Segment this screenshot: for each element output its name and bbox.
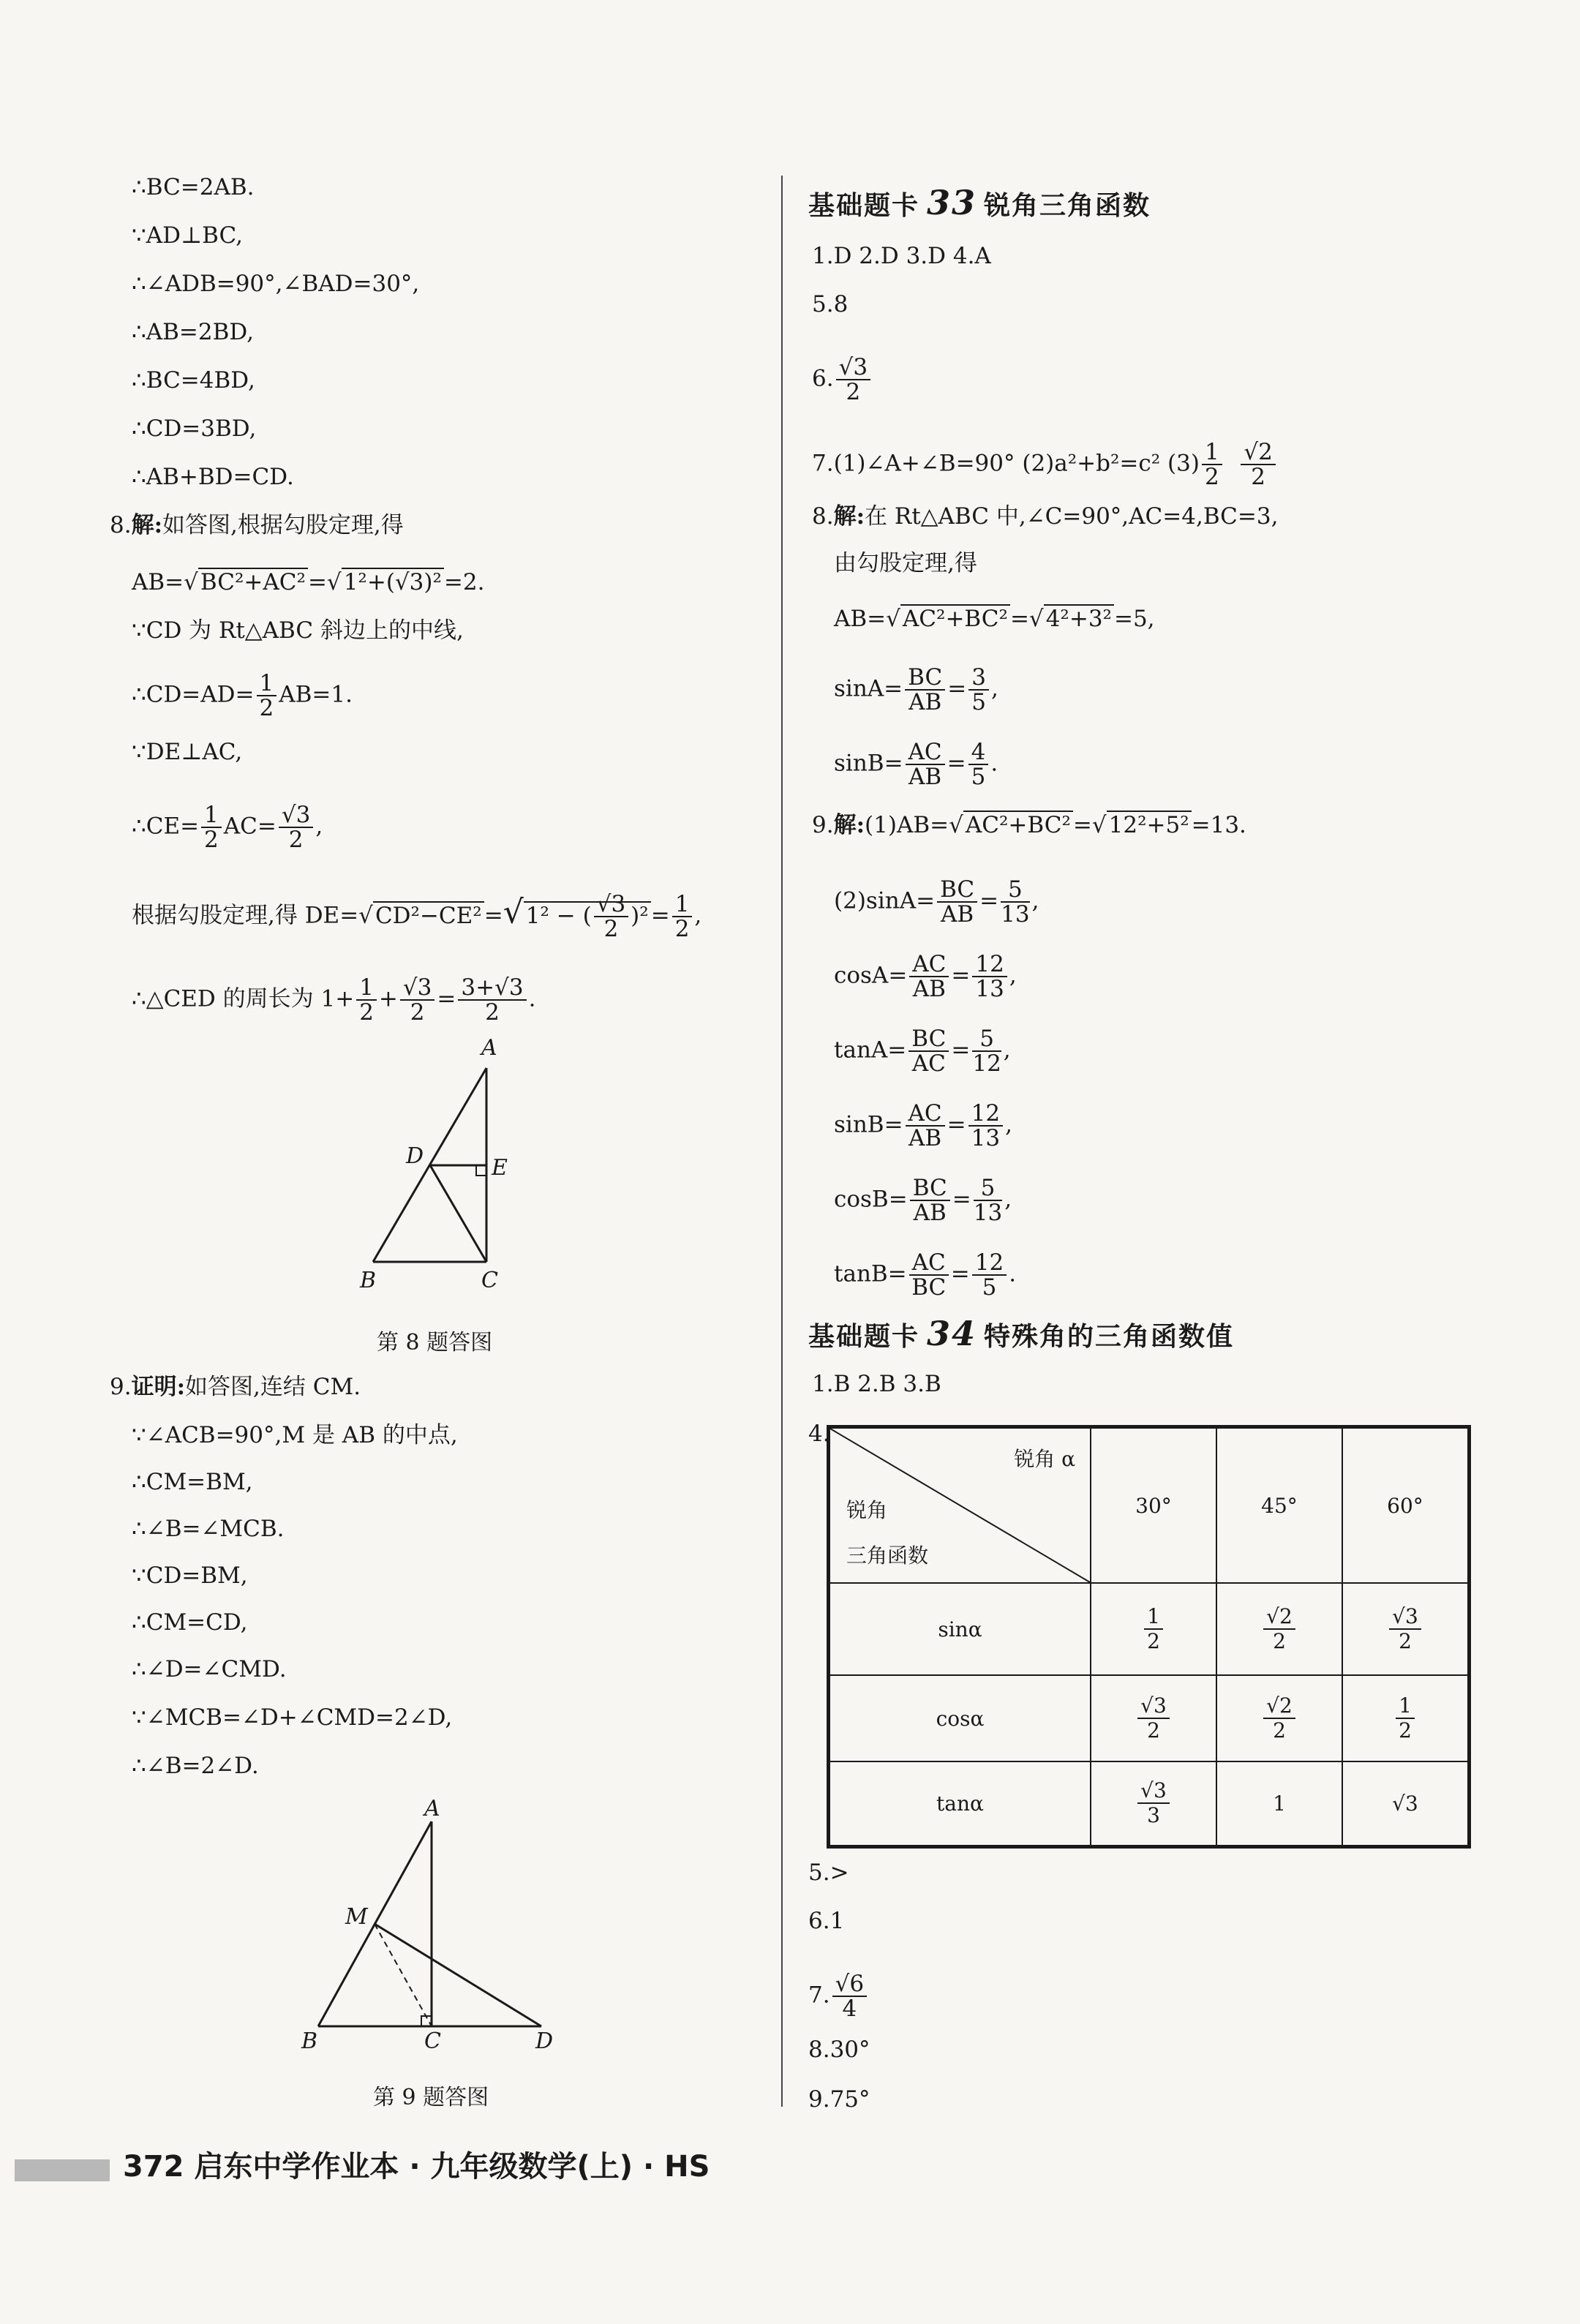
sinA-label: sinA= bbox=[834, 675, 903, 702]
numerator: AC bbox=[909, 1251, 949, 1276]
fraction bbox=[1241, 440, 1275, 489]
proof-line: ∴AB=2BD, bbox=[132, 319, 254, 345]
q8-de-sqrt2: 1² − ( $\frac{√3}{2}$ )² bbox=[524, 901, 651, 929]
proof-line: ∴∠ADB=90°,∠BAD=30°, bbox=[132, 271, 420, 297]
label-c: C bbox=[481, 1268, 498, 1293]
fraction bbox=[972, 1027, 1001, 1075]
q9-ab-result: =13. bbox=[1191, 812, 1246, 838]
answer-5: 5.8 bbox=[812, 291, 849, 317]
line-dc bbox=[430, 1165, 486, 1262]
numerator: √3 bbox=[1389, 1605, 1421, 1630]
q8-intro: 如答图,根据勾股定理,得 bbox=[162, 512, 404, 538]
q9-ab-eq: = bbox=[1072, 812, 1092, 838]
q9-ab-label: (1)AB= bbox=[865, 812, 949, 838]
denominator: 13 bbox=[971, 1125, 1001, 1151]
table-header-row bbox=[829, 1427, 1470, 1584]
denominator: 2 bbox=[1399, 1718, 1412, 1742]
fraction bbox=[201, 803, 222, 851]
fraction bbox=[1389, 1605, 1421, 1653]
numerator: √3 bbox=[1137, 1694, 1170, 1719]
q9-cosB-line bbox=[834, 1176, 1012, 1225]
numerator: 3+√3 bbox=[458, 976, 526, 1001]
footer-bar bbox=[15, 2159, 110, 2181]
numerator: BC bbox=[908, 1027, 949, 1052]
header-rui: 锐角 bbox=[846, 1498, 888, 1522]
q8-sinB-line bbox=[834, 740, 998, 789]
q8-ce-b: AC= bbox=[223, 813, 276, 840]
proof-line: ∴CD=3BD, bbox=[132, 415, 257, 442]
fraction bbox=[968, 666, 989, 714]
q8-per-c: = bbox=[437, 985, 456, 1012]
proof-line: ∴BC=2AB. bbox=[132, 174, 255, 200]
numerator: √3 bbox=[1137, 1779, 1170, 1804]
q9-proof-line: ∴CM=BM, bbox=[132, 1469, 253, 1495]
figure-9-caption: 第 9 题答图 bbox=[373, 2085, 489, 2110]
book-title: 启东中学作业本 · 九年级数学(上) · HS bbox=[194, 2150, 710, 2184]
denominator: AB bbox=[908, 764, 942, 790]
table-cell bbox=[1342, 1675, 1470, 1761]
q8-de-a: 根据勾股定理,得 DE= bbox=[132, 902, 359, 929]
col-header: 60° bbox=[1342, 1427, 1470, 1584]
proof-line: ∵AD⊥BC, bbox=[132, 222, 243, 249]
denominator: 12 bbox=[972, 1050, 1001, 1077]
q9-ab-sqrt1: AC²+BC² bbox=[963, 811, 1073, 838]
figure-9-diagram bbox=[293, 1800, 585, 2063]
numerator: AC bbox=[909, 952, 949, 977]
denominator: AB bbox=[912, 976, 946, 1002]
table-cell bbox=[1342, 1583, 1470, 1675]
cosB-label: cosB= bbox=[834, 1186, 908, 1213]
q9-prove-label: 证明: bbox=[131, 1374, 186, 1400]
q9-proof-line: ∵CD=BM, bbox=[132, 1563, 248, 1589]
col-header: 30° bbox=[1091, 1427, 1216, 1584]
s34-answer-6: 6.1 bbox=[808, 1908, 845, 1934]
fraction bbox=[909, 952, 949, 1001]
page-number: 372 bbox=[123, 2150, 184, 2184]
right-angle-mark bbox=[476, 1165, 486, 1176]
q9-heading bbox=[110, 1372, 361, 1402]
denominator: 2 bbox=[359, 999, 374, 1026]
fraction bbox=[836, 356, 870, 404]
section-33-title bbox=[808, 183, 1151, 222]
footer bbox=[123, 2143, 710, 2185]
comma: , bbox=[1005, 1111, 1012, 1138]
comma: , bbox=[990, 675, 998, 702]
header-angle: 锐角 α bbox=[1014, 1447, 1075, 1471]
table-cell bbox=[1091, 1761, 1216, 1846]
fraction bbox=[968, 1102, 1003, 1150]
fraction bbox=[1144, 1605, 1163, 1653]
q8-per-d: . bbox=[528, 985, 536, 1012]
comma: , bbox=[1004, 1186, 1012, 1213]
q8-cd-b: AB=1. bbox=[279, 681, 353, 708]
numerator: BC bbox=[905, 666, 945, 691]
numerator: 1 bbox=[201, 803, 222, 828]
tanA-label: tanA= bbox=[834, 1037, 907, 1064]
q8-perimeter-line bbox=[132, 976, 535, 1024]
q8-de-line: 根据勾股定理,得 DE=√CD²−CE²=√1² − ( $\frac{√3}{2}$ )²= $\frac{1}{2}$ , bbox=[132, 891, 702, 942]
denominator: 2 bbox=[1399, 1629, 1412, 1653]
fraction bbox=[974, 1176, 1002, 1225]
table-row bbox=[829, 1583, 1470, 1675]
label-d: D bbox=[535, 2028, 554, 2054]
section-name: 锐角三角函数 bbox=[984, 191, 1151, 221]
q9-number: 9. bbox=[110, 1374, 132, 1400]
fraction bbox=[257, 672, 277, 720]
denominator: 2 bbox=[259, 695, 274, 721]
header-func: 三角函数 bbox=[846, 1543, 929, 1568]
figure-8-caption: 第 8 题答图 bbox=[377, 1330, 493, 1355]
fraction bbox=[356, 976, 377, 1024]
denominator: AB bbox=[941, 901, 974, 928]
q8-ab-line: AB=√BC²+AC²=√1²+(√3)²=2. bbox=[132, 569, 485, 595]
table-cell bbox=[1216, 1675, 1342, 1761]
comma: , bbox=[1031, 887, 1039, 914]
q8-de-perp: ∵DE⊥AC, bbox=[132, 739, 243, 765]
denominator: 4 bbox=[842, 1996, 857, 2022]
label-d: D bbox=[406, 1143, 424, 1169]
label-e: E bbox=[492, 1155, 508, 1181]
numerator: √2 bbox=[1263, 1694, 1295, 1719]
table-row bbox=[829, 1761, 1470, 1846]
equals: = bbox=[979, 887, 999, 914]
q8-de-b: = bbox=[484, 902, 503, 929]
denominator: 13 bbox=[1001, 901, 1030, 928]
fraction bbox=[1202, 440, 1222, 489]
denominator: 2 bbox=[204, 827, 219, 853]
numerator: BC bbox=[937, 878, 977, 903]
denominator: 2 bbox=[1147, 1629, 1160, 1653]
table-cell bbox=[1091, 1583, 1216, 1675]
equals: = bbox=[947, 1111, 966, 1138]
q8-number: 8. bbox=[110, 512, 132, 538]
label-m: M bbox=[345, 1904, 368, 1930]
section-number: 34 bbox=[927, 1314, 977, 1353]
comma: , bbox=[1003, 1037, 1011, 1064]
q9-sinB-line bbox=[834, 1102, 1012, 1150]
q9-solve-label: 解: bbox=[833, 812, 865, 838]
denominator: 13 bbox=[973, 1200, 1003, 1226]
q9-proof-line: ∵∠ACB=90°,M 是 AB 的中点, bbox=[132, 1422, 458, 1448]
diagonal-header-cell bbox=[829, 1427, 1091, 1584]
answer-6 bbox=[812, 356, 873, 404]
q8-cd-a: ∴CD=AD= bbox=[132, 681, 255, 708]
q9-proof-line: ∴∠B=∠MCB. bbox=[132, 1516, 285, 1542]
numerator: 12 bbox=[968, 1102, 1003, 1127]
denominator: 2 bbox=[1204, 464, 1219, 490]
denominator: AC bbox=[911, 1050, 946, 1077]
answer-7 bbox=[812, 440, 1278, 489]
fraction bbox=[909, 1251, 949, 1299]
sinB-label: sinB= bbox=[834, 1111, 903, 1138]
table-cell bbox=[1216, 1583, 1342, 1675]
numerator: 1 bbox=[1396, 1694, 1415, 1719]
q8-de-e: , bbox=[694, 902, 702, 929]
denominator: 3 bbox=[1147, 1803, 1160, 1828]
denominator: 5 bbox=[971, 764, 986, 790]
q8-ab-line: AB=√AC²+BC²=√4²+3²=5, bbox=[834, 606, 1155, 632]
denominator: 2 bbox=[1251, 464, 1266, 490]
numerator: 3 bbox=[968, 666, 989, 691]
fraction bbox=[1263, 1605, 1295, 1653]
s34-answer-5: 5.> bbox=[808, 1859, 849, 1886]
q9-cosA-line bbox=[834, 952, 1017, 1001]
equals: = bbox=[950, 1260, 970, 1287]
fraction bbox=[1137, 1779, 1170, 1827]
row-header: sinα bbox=[829, 1583, 1091, 1675]
denominator: AB bbox=[908, 689, 942, 715]
q8-pyth: 由勾股定理,得 bbox=[834, 550, 977, 576]
s34-answers-1-3: 1.B 2.B 3.B bbox=[812, 1371, 941, 1397]
q7-label: 7. bbox=[808, 1982, 830, 2009]
numerator: AC bbox=[906, 1102, 945, 1127]
q9-tanA-line bbox=[834, 1027, 1011, 1075]
section-label: 基础题卡 bbox=[808, 191, 920, 221]
fraction bbox=[906, 1102, 945, 1150]
numerator: 4 bbox=[968, 740, 989, 765]
q8-number: 8. bbox=[812, 503, 834, 530]
comma: , bbox=[1009, 962, 1017, 989]
fraction bbox=[672, 892, 693, 941]
numerator: √2 bbox=[1241, 440, 1275, 465]
label-b: B bbox=[301, 2028, 318, 2054]
fraction bbox=[905, 666, 945, 714]
line-md bbox=[375, 1924, 541, 2026]
fraction bbox=[906, 740, 945, 789]
q9-proof-line: ∵∠MCB=∠D+∠CMD=2∠D, bbox=[132, 1704, 453, 1731]
q6-label: 6. bbox=[812, 365, 834, 392]
q9-intro: 如答图,连结 CM. bbox=[185, 1374, 361, 1400]
denominator: 5 bbox=[982, 1274, 997, 1301]
table-cell bbox=[1091, 1675, 1216, 1761]
q8-solve-label: 解: bbox=[833, 503, 865, 530]
fraction bbox=[968, 740, 989, 789]
q8-cd-median: ∵CD 为 Rt△ABC 斜边上的中线, bbox=[132, 617, 464, 644]
q7-text: 7.(1)∠A+∠B=90° (2)a²+b²=c² (3) bbox=[812, 450, 1200, 477]
table-row bbox=[829, 1675, 1470, 1761]
q8-de-c: 1² − bbox=[525, 902, 583, 929]
s34-answer-7 bbox=[808, 1972, 869, 2020]
line-cm-dashed bbox=[375, 1924, 432, 2026]
numerator: √3 bbox=[836, 356, 870, 380]
equals: = bbox=[952, 1186, 971, 1213]
fraction bbox=[458, 976, 526, 1024]
q8-ce-a: ∴CE= bbox=[132, 813, 200, 840]
numerator: 12 bbox=[972, 1251, 1007, 1276]
denominator: 5 bbox=[971, 689, 986, 715]
q9-sinA-line bbox=[834, 878, 1039, 926]
proof-line: ∴BC=4BD, bbox=[132, 367, 255, 394]
equals: = bbox=[951, 962, 971, 989]
q8-ce-line bbox=[132, 803, 323, 851]
numerator: 1 bbox=[257, 672, 277, 696]
fraction bbox=[937, 878, 977, 926]
denominator: 2 bbox=[674, 916, 690, 942]
s34-answer-8: 8.30° bbox=[808, 2037, 870, 2063]
label-b: B bbox=[360, 1268, 377, 1293]
label-a: A bbox=[481, 1039, 497, 1061]
numerator: 5 bbox=[974, 1176, 1002, 1201]
fraction bbox=[1396, 1694, 1415, 1742]
col-header: 45° bbox=[1216, 1427, 1342, 1584]
numerator: AC bbox=[906, 740, 945, 765]
denominator: 2 bbox=[410, 999, 425, 1026]
q9-proof-line: ∴∠D=∠CMD. bbox=[132, 1656, 287, 1682]
q8-ab-result: =2. bbox=[443, 569, 485, 595]
numerator: 1 bbox=[356, 976, 377, 1001]
numerator: 1 bbox=[1202, 440, 1222, 465]
fraction bbox=[1137, 1694, 1170, 1742]
ab-label: AB= bbox=[834, 606, 887, 632]
q9-proof-line: ∴CM=CD, bbox=[132, 1609, 248, 1636]
q9-heading: 9.解:(1)AB=√AC²+BC²=√12²+5²=13. bbox=[812, 812, 1246, 838]
label-c: C bbox=[424, 2028, 441, 2054]
denominator: 2 bbox=[846, 379, 861, 405]
section-name: 特殊角的三角函数值 bbox=[984, 1322, 1235, 1352]
trig-values-table bbox=[827, 1425, 1471, 1849]
ab-sqrt1: AC²+BC² bbox=[900, 604, 1010, 632]
numerator: √3 bbox=[400, 976, 434, 1001]
fraction bbox=[972, 952, 1007, 1001]
ab-result: =5, bbox=[1113, 606, 1155, 632]
numerator: 1 bbox=[1144, 1605, 1163, 1630]
q9-ab-sqrt2: 12²+5² bbox=[1107, 811, 1192, 838]
numerator: √2 bbox=[1263, 1605, 1295, 1630]
q8-sinA-line bbox=[834, 666, 998, 714]
row-header: cosα bbox=[829, 1675, 1091, 1761]
q8-heading bbox=[812, 502, 1278, 531]
denominator: 2 bbox=[485, 999, 500, 1026]
period: . bbox=[1009, 1260, 1017, 1287]
q9-proof-line: ∴∠B=2∠D. bbox=[132, 1753, 259, 1779]
q8-ce-c: , bbox=[315, 813, 323, 840]
fraction bbox=[400, 976, 434, 1024]
q9-tanB-line bbox=[834, 1251, 1016, 1299]
q8-de-sqrt: CD²−CE² bbox=[373, 901, 484, 929]
cosA-label: cosA= bbox=[834, 962, 908, 989]
period: . bbox=[990, 750, 998, 777]
denominator: 2 bbox=[288, 827, 304, 853]
denominator: 13 bbox=[975, 976, 1004, 1002]
denominator: 2 bbox=[603, 916, 619, 942]
table-cell: √3 bbox=[1342, 1761, 1470, 1846]
section-label: 基础题卡 bbox=[808, 1322, 920, 1352]
figure-8-diagram bbox=[351, 1039, 541, 1302]
fraction bbox=[1263, 1694, 1295, 1742]
sinB-label: sinB= bbox=[834, 750, 903, 777]
fraction bbox=[594, 892, 628, 941]
fraction bbox=[972, 1251, 1007, 1299]
q8-cd-line bbox=[132, 672, 353, 720]
denominator: 2 bbox=[1147, 1718, 1160, 1742]
numerator: 12 bbox=[972, 952, 1007, 977]
q8-de-d: = bbox=[650, 902, 670, 929]
numerator: √3 bbox=[279, 803, 313, 828]
denominator: BC bbox=[911, 1274, 947, 1301]
fraction bbox=[832, 1972, 867, 2020]
row-header: tanα bbox=[829, 1761, 1091, 1846]
q8-heading bbox=[110, 511, 404, 540]
q8-ab-sqrt1: BC²+AC² bbox=[198, 568, 308, 595]
column-divider bbox=[781, 176, 783, 2107]
ab-eq: = bbox=[1009, 606, 1029, 632]
fraction bbox=[908, 1027, 949, 1075]
denominator: 2 bbox=[1273, 1629, 1286, 1653]
q8-ab-eq: = bbox=[307, 569, 327, 595]
label-a: A bbox=[424, 1800, 440, 1821]
numerator: 5 bbox=[972, 1027, 1001, 1052]
answers-1-4: 1.D 2.D 3.D 4.A bbox=[812, 243, 991, 269]
numerator: √3 bbox=[594, 892, 628, 917]
table-cell: 1 bbox=[1216, 1761, 1342, 1846]
ab-sqrt2: 4²+3² bbox=[1044, 604, 1114, 632]
equals: = bbox=[947, 750, 966, 777]
fraction bbox=[279, 803, 313, 851]
q9-sinA-label: (2)sinA= bbox=[834, 887, 936, 914]
proof-line: ∴AB+BD=CD. bbox=[132, 464, 294, 490]
q8-solve-label: 解: bbox=[131, 512, 163, 538]
denominator: AB bbox=[913, 1200, 947, 1226]
denominator: 2 bbox=[1273, 1718, 1286, 1742]
q9-number: 9. bbox=[812, 812, 834, 838]
numerator: √6 bbox=[832, 1972, 867, 1997]
q8-given: 在 Rt△ABC 中,∠C=90°,AC=4,BC=3, bbox=[865, 503, 1279, 530]
fraction bbox=[1001, 878, 1029, 926]
denominator: AB bbox=[908, 1125, 942, 1151]
q8-ab-label: AB= bbox=[132, 569, 184, 595]
q8-ab-sqrt2: 1²+(√3)² bbox=[342, 568, 444, 595]
equals: = bbox=[947, 675, 967, 702]
tanB-label: tanB= bbox=[834, 1260, 907, 1287]
q8-per-b: + bbox=[378, 985, 398, 1012]
section-34-title bbox=[808, 1314, 1234, 1353]
section-number: 33 bbox=[927, 183, 977, 222]
numerator: BC bbox=[910, 1176, 950, 1201]
numerator: 5 bbox=[1001, 878, 1029, 903]
equals: = bbox=[951, 1037, 971, 1064]
s34-answer-4-label: 4. bbox=[808, 1421, 830, 1447]
s34-answer-9: 9.75° bbox=[808, 2086, 870, 2113]
q8-per-a: ∴△CED 的周长为 1+ bbox=[132, 985, 355, 1012]
numerator: 1 bbox=[672, 892, 693, 917]
fraction bbox=[910, 1176, 950, 1225]
